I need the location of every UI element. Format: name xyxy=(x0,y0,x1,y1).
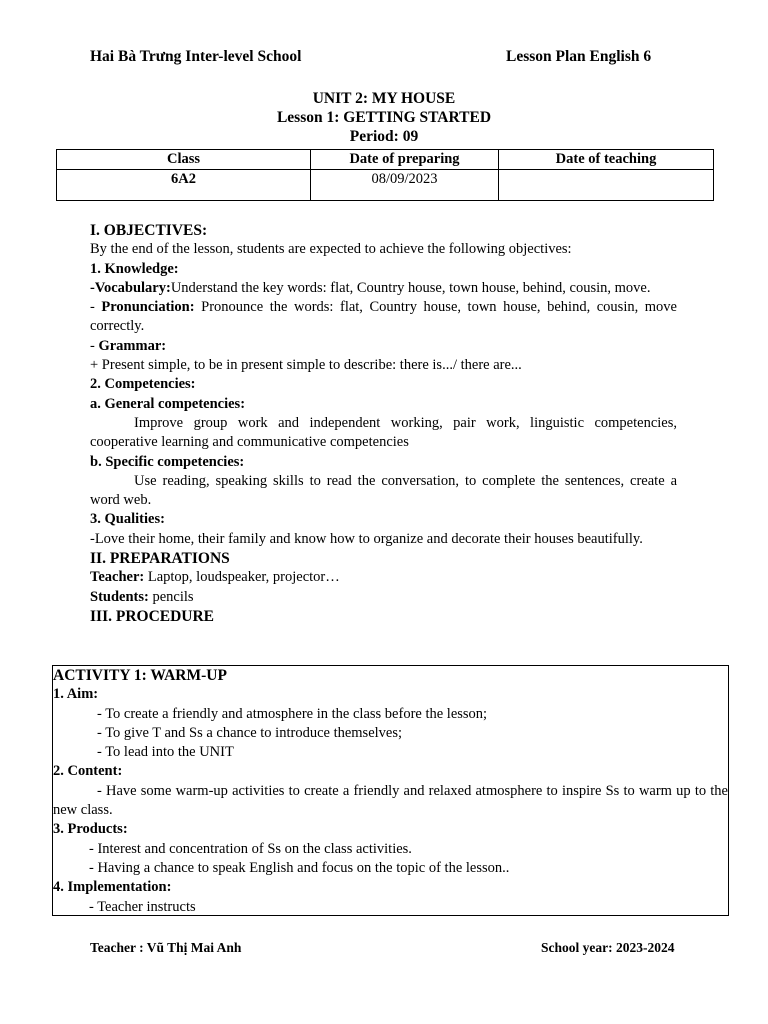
aim-heading: 1. Aim: xyxy=(53,686,99,703)
activity-title: ACTIVITY 1: WARM-UP xyxy=(53,667,227,684)
product-item: - Having a chance to speak English and focus on the topic of the lesson.. xyxy=(89,859,510,876)
cell-class: 6A2 xyxy=(57,170,311,201)
products-heading: 3. Products: xyxy=(53,821,128,838)
product-item: - Interest and concentration of Ss on the class activities. xyxy=(89,840,412,857)
vocabulary-text: Understand the key words: flat, Country house, town house, behind, cousin, move. xyxy=(170,279,651,296)
specific-competencies-heading: b. Specific competencies: xyxy=(90,453,245,470)
specific-competencies-text: Use reading, speaking skills to read the conversation, to complete the sentences, create a word web. xyxy=(90,472,677,509)
period-value: : 09 xyxy=(393,128,419,145)
objectives-intro: By the end of the lesson, students are expected to achieve the following objectives: xyxy=(90,241,572,258)
aim-item: - To create a friendly and atmosphere in the class before the lesson; xyxy=(97,705,488,722)
lesson-body xyxy=(90,221,677,626)
vocabulary-label: -Vocabulary: xyxy=(90,279,171,296)
teacher-label: Teacher: xyxy=(90,569,145,586)
student-preparations xyxy=(90,588,677,607)
students-materials: pencils xyxy=(148,588,194,605)
teacher-materials: Laptop, loudspeaker, projector… xyxy=(144,569,340,586)
pronunciation-prefix: - xyxy=(90,299,102,316)
general-competencies-text: Improve group work and independent working, pair work, linguistic competencies, cooperative learning and communicative competencies xyxy=(90,414,677,451)
footer-teacher: Teacher : Vũ Thị Mai Anh xyxy=(90,940,242,955)
period-label: Period xyxy=(349,128,394,145)
period-line xyxy=(0,127,768,146)
activity-box xyxy=(52,665,729,916)
content-text: - Have some warm-up activities to create a friendly and relaxed atmosphere to inspire Ss to warm up to the new class. xyxy=(53,782,728,819)
school-name: Hai Bà Trưng Inter-level School xyxy=(90,48,302,65)
class-info-table xyxy=(56,149,714,201)
qualities-text: -Love their home, their family and know how to organize and decorate their houses beautifully. xyxy=(90,530,643,547)
vocabulary-paragraph xyxy=(90,279,677,298)
aim-item: - To give T and Ss a chance to introduce themselves; xyxy=(97,724,403,741)
grammar-prefix: - xyxy=(90,337,99,354)
lesson-plan-title: Lesson Plan English 6 xyxy=(506,48,652,65)
grammar-text: + Present simple, to be in present simple to describe: there is.../ there are... xyxy=(90,357,522,374)
objectives-heading: I. OBJECTIVES: xyxy=(90,222,208,239)
preparations-heading: II. PREPARATIONS xyxy=(90,550,230,568)
knowledge-heading: 1. Knowledge: xyxy=(90,260,179,277)
header-date-teaching: Date of teaching xyxy=(499,150,714,170)
aim-item: - To lead into the UNIT xyxy=(97,744,234,761)
implementation-heading: 4. Implementation: xyxy=(53,879,172,896)
pronunciation-paragraph xyxy=(90,298,677,337)
grammar-heading xyxy=(90,337,677,356)
table-header-row xyxy=(57,150,714,170)
grammar-label: Grammar: xyxy=(98,337,167,354)
unit-title: UNIT 2: MY HOUSE xyxy=(312,90,456,107)
procedure-heading: III. PROCEDURE xyxy=(90,607,215,625)
footer-school-year: School year: 2023-2024 xyxy=(541,940,675,955)
students-label: Students: xyxy=(90,588,149,605)
cell-date-teaching xyxy=(499,170,714,201)
table-row xyxy=(57,170,714,201)
implementation-text: - Teacher instructs xyxy=(89,898,196,915)
header-date-preparing: Date of preparing xyxy=(311,150,499,170)
header-class: Class xyxy=(57,150,311,170)
lesson-title: Lesson 1: GETTING STARTED xyxy=(276,109,492,126)
competencies-heading: 2. Competencies: xyxy=(90,376,196,393)
general-competencies-heading: a. General competencies: xyxy=(90,395,246,412)
cell-date-preparing: 08/09/2023 xyxy=(311,170,499,201)
pronunciation-text: Pronounce the words: flat, Country house, town house, behind, cousin, move correctly. xyxy=(90,299,677,335)
teacher-preparations xyxy=(90,568,677,587)
pronunciation-label: Pronunciation: xyxy=(101,299,195,316)
content-heading: 2. Content: xyxy=(53,763,123,780)
qualities-heading: 3. Qualities: xyxy=(90,511,165,528)
